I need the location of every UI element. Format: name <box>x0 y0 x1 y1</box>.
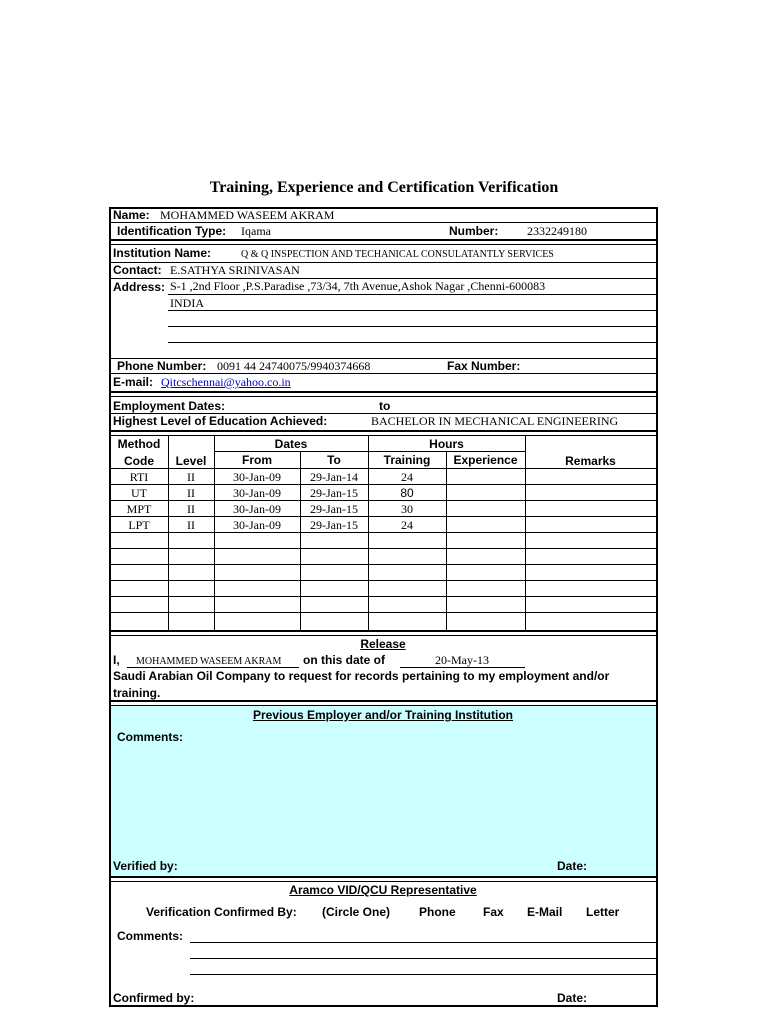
aramco-date-label: Date: <box>557 991 588 1005</box>
cell-training: 24 <box>401 518 413 532</box>
page-title: Training, Experience and Certification Verification <box>209 179 559 196</box>
address-rule <box>168 326 656 327</box>
identification-type-label: Identification Type: <box>117 224 227 238</box>
previous-employer-heading: Previous Employer and/or Training Institution <box>252 708 514 722</box>
divider <box>110 876 656 878</box>
institution-name-label: Institution Name: <box>113 246 211 260</box>
col-training: Training <box>383 453 431 467</box>
cell-training: 80 <box>400 486 414 500</box>
cell-level: II <box>187 502 195 516</box>
release-heading: Release <box>360 637 406 651</box>
col-method: Method <box>117 437 161 451</box>
address-rule <box>168 294 656 295</box>
divider <box>110 635 656 636</box>
address-rule <box>168 342 656 343</box>
circle-one-label: (Circle One) <box>322 905 391 919</box>
divider <box>110 435 656 436</box>
table-line <box>110 468 656 469</box>
number-label: Number: <box>449 224 499 238</box>
verified-by-label: Verified by: <box>113 859 178 873</box>
number-value[interactable]: 2332249180 <box>527 224 587 238</box>
cell-level: II <box>187 518 195 532</box>
name-label: Name: <box>113 208 150 222</box>
education-value[interactable]: BACHELOR IN MECHANICAL ENGINEERING <box>371 414 619 428</box>
employment-dates-label: Employment Dates: <box>113 399 226 413</box>
phone-number-value[interactable]: 0091 44 24740075/9940374668 <box>217 359 371 373</box>
release-name[interactable]: MOHAMMED WASEEM AKRAM <box>136 656 282 667</box>
table-row-line <box>110 484 656 485</box>
name-value[interactable]: MOHAMMED WASEEM AKRAM <box>160 208 335 222</box>
option-phone[interactable]: Phone <box>419 905 456 919</box>
frame-bottom <box>109 1005 658 1007</box>
cell-from: 30-Jan-09 <box>233 470 281 484</box>
previous-comments-label: Comments: <box>117 730 184 744</box>
cell-from: 30-Jan-09 <box>233 486 281 500</box>
contact-value[interactable]: E.SATHYA SRINIVASAN <box>170 263 300 277</box>
previous-employer-panel <box>111 706 656 878</box>
divider <box>110 630 656 632</box>
cell-code: MPT <box>126 502 152 516</box>
cell-from: 30-Jan-09 <box>233 518 281 532</box>
contact-label: Contact: <box>113 263 162 277</box>
comments-rule <box>190 958 656 959</box>
comments-rule <box>190 974 656 975</box>
divider <box>110 244 656 245</box>
frame-right <box>656 207 658 1007</box>
employment-to-label: to <box>379 399 391 413</box>
email-label: E-mail: <box>113 375 154 389</box>
table-row-line <box>110 516 656 517</box>
divider <box>110 396 656 397</box>
divider <box>110 239 656 241</box>
cell-training: 24 <box>401 470 413 484</box>
address-line-2[interactable]: INDIA <box>170 296 204 310</box>
cell-to: 29-Jan-15 <box>310 486 358 500</box>
identification-type-value[interactable]: Iqama <box>241 224 271 238</box>
release-text-2: training. <box>113 686 161 700</box>
table-row-line <box>110 564 656 565</box>
col-to: To <box>327 453 341 467</box>
address-label: Address: <box>113 280 166 294</box>
cell-to: 29-Jan-15 <box>310 502 358 516</box>
table-row-line <box>110 612 656 613</box>
aramco-comments-label: Comments: <box>117 929 184 943</box>
table-row-line <box>110 532 656 533</box>
option-letter[interactable]: Letter <box>586 905 620 919</box>
cell-code: UT <box>131 486 147 500</box>
divider <box>110 222 656 223</box>
col-hours: Hours <box>429 437 464 451</box>
comments-rule <box>190 942 656 943</box>
cell-from: 30-Jan-09 <box>233 502 281 516</box>
cell-level: II <box>187 486 195 500</box>
aramco-heading: Aramco VID/QCU Representative <box>289 883 477 897</box>
release-name-underline <box>127 667 299 668</box>
table-row-line <box>110 500 656 501</box>
table-col-line <box>446 451 447 630</box>
institution-name-value[interactable]: Q & Q INSPECTION AND TECHANICAL CONSULATANTLY SERVICES <box>241 249 554 260</box>
table-row-line <box>110 596 656 597</box>
cell-code: LPT <box>128 518 150 532</box>
previous-date-label: Date: <box>557 859 588 873</box>
phone-number-label: Phone Number: <box>117 359 207 373</box>
col-from: From <box>242 453 272 467</box>
cell-training: 30 <box>401 502 413 516</box>
email-link[interactable]: Qitcschennai@yahoo.co.in <box>161 375 291 389</box>
divider <box>110 373 656 374</box>
release-text-1: Saudi Arabian Oil Company to request for records pertaining to my employment and/or <box>113 669 610 683</box>
release-i-label: I, <box>113 653 120 667</box>
release-date-label: on this date of <box>303 653 385 667</box>
cell-to: 29-Jan-14 <box>310 470 358 484</box>
col-dates: Dates <box>274 437 308 451</box>
divider <box>110 881 656 882</box>
education-label: Highest Level of Education Achieved: <box>113 414 328 428</box>
divider <box>110 430 656 432</box>
table-line <box>214 451 525 452</box>
option-fax[interactable]: Fax <box>483 905 504 919</box>
divider <box>110 391 656 393</box>
cell-to: 29-Jan-15 <box>310 518 358 532</box>
divider <box>110 705 656 706</box>
address-rule <box>168 310 656 311</box>
option-email[interactable]: E-Mail <box>527 905 563 919</box>
col-code: Code <box>124 454 154 468</box>
col-experience: Experience <box>453 453 518 467</box>
table-row-line <box>110 580 656 581</box>
address-line-1[interactable]: S-1 ,2nd Floor ,P.S.Paradise ,73/34, 7th Avenue,Ashok Nagar ,Chenni-600083 <box>170 279 546 293</box>
divider <box>110 700 656 702</box>
fax-number-label: Fax Number: <box>447 359 521 373</box>
cell-code: RTI <box>129 470 149 484</box>
verification-confirmed-by-label: Verification Confirmed By: <box>146 905 297 919</box>
confirmed-by-label: Confirmed by: <box>113 991 195 1005</box>
table-row-line <box>110 548 656 549</box>
col-level: Level <box>175 454 207 468</box>
cell-level: II <box>187 470 195 484</box>
release-date-underline <box>400 667 525 668</box>
release-date[interactable]: 20-May-13 <box>435 653 489 667</box>
col-remarks: Remarks <box>565 454 616 468</box>
